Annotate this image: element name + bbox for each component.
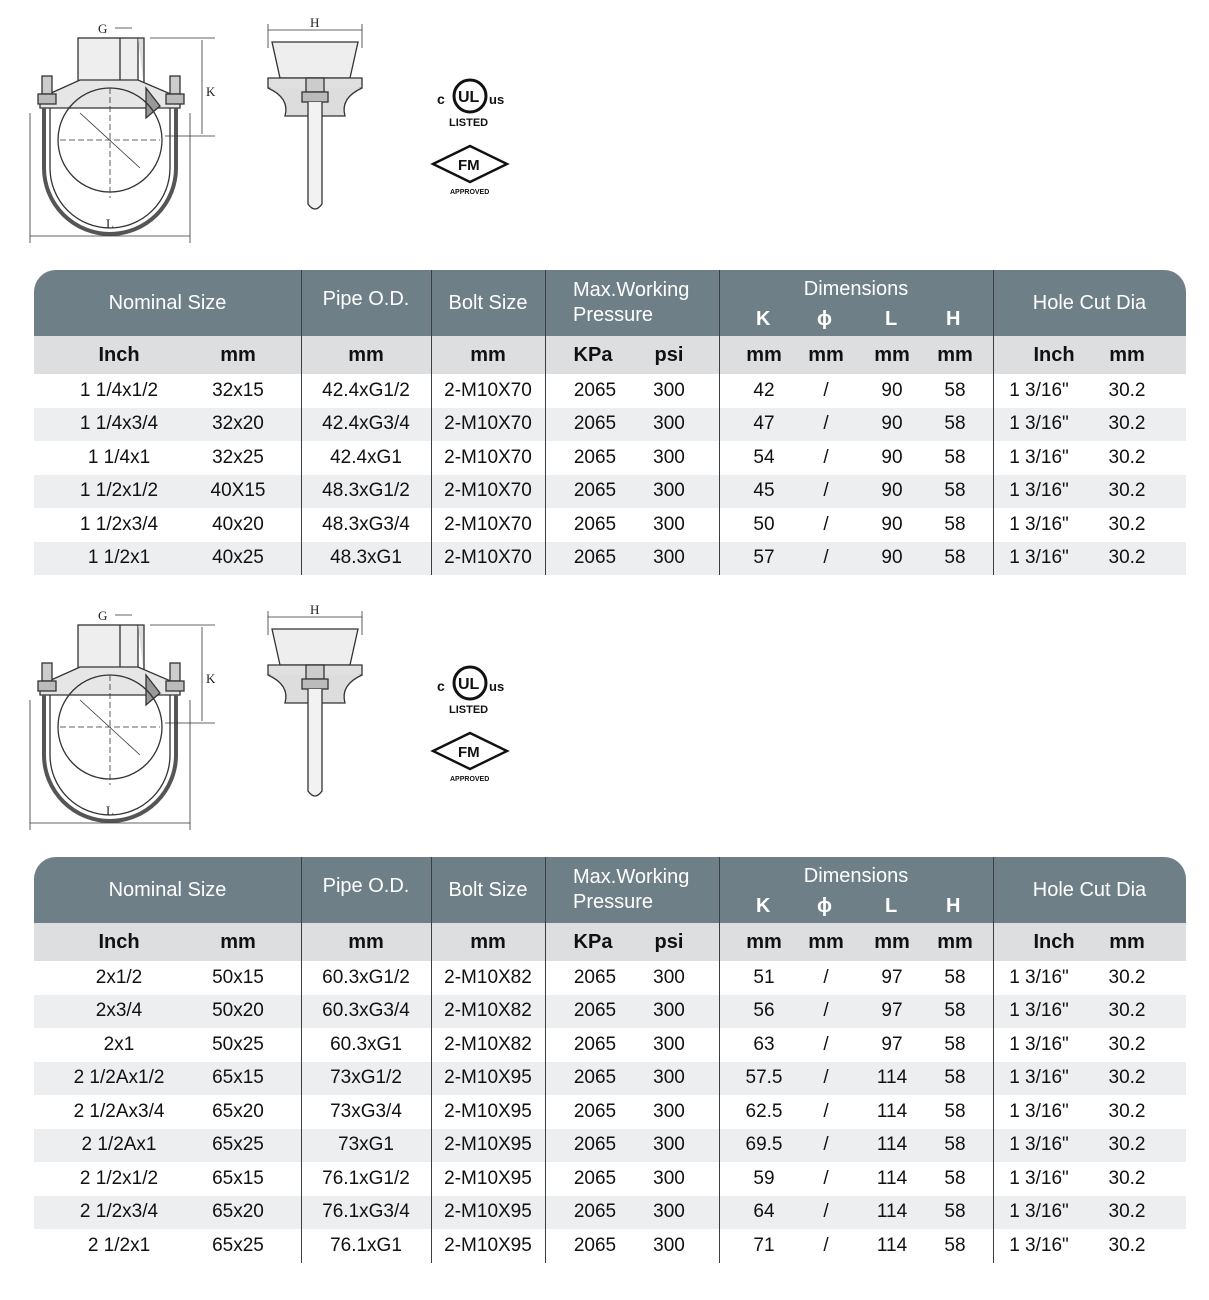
cell-h: 58 (944, 1234, 966, 1256)
cell-psi: 300 (653, 1100, 685, 1122)
cell-nominal-inch: 1 1/4x1 (87, 446, 151, 468)
cell-phi: / (823, 379, 829, 401)
cell-nominal-mm: 50x20 (212, 1000, 264, 1022)
header-max-working-pressure (545, 857, 719, 923)
product-section-1 (0, 0, 1209, 590)
cell-nominal-inch: 2 1/2Ax3/4 (73, 1100, 165, 1122)
cell-pipe-od: 73xG3/4 (330, 1100, 402, 1122)
technical-drawings (20, 587, 540, 837)
cell-kpa: 2065 (573, 413, 617, 435)
cell-h: 58 (944, 1100, 966, 1122)
cell-phi: / (823, 1201, 829, 1223)
cell-hole-mm: 30.2 (1108, 446, 1146, 468)
cell-pipe-od: 48.3xG1/2 (322, 480, 410, 502)
cell-nominal-mm: 50x15 (212, 966, 264, 988)
cell-phi: / (823, 966, 829, 988)
cell-h: 58 (944, 966, 966, 988)
cell-pipe-od: 73xG1 (338, 1134, 394, 1156)
cell-psi: 300 (653, 966, 685, 988)
cell-l: 90 (881, 480, 903, 502)
pressure-line-1: Max.Working (573, 866, 690, 888)
cell-hole-inch: 1 3/16" (1009, 1234, 1069, 1256)
sub-k-mm: mm (746, 930, 782, 953)
cell-hole-inch: 1 3/16" (1009, 1100, 1069, 1122)
cell-nominal-mm: 65x20 (212, 1201, 264, 1223)
fm-approved-icon (425, 725, 515, 785)
sub-bolt-mm: mm (470, 343, 506, 366)
dim-phi-label: ϕ (817, 308, 832, 330)
column-divider (431, 270, 432, 575)
cell-hole-inch: 1 3/16" (1009, 547, 1069, 569)
cell-nominal-mm: 65x20 (212, 1100, 264, 1122)
ul-listed-icon (425, 657, 515, 717)
table-row (34, 1062, 1186, 1096)
saddle-clamp-side-view (20, 605, 220, 835)
cell-nominal-mm: 65x15 (212, 1167, 264, 1189)
cell-k: 71 (753, 1234, 775, 1256)
cell-pipe-od: 42.4xG1 (330, 446, 402, 468)
cell-nominal-mm: 40x20 (212, 513, 264, 535)
table-row (34, 995, 1186, 1029)
spec-table-2 (34, 857, 1186, 1263)
sub-k-mm: mm (746, 343, 782, 366)
cell-hole-mm: 30.2 (1108, 966, 1146, 988)
sub-hole-inch: Inch (1033, 343, 1075, 366)
cell-hole-inch: 1 3/16" (1009, 446, 1069, 468)
dim-h-label: H (946, 895, 961, 917)
cell-k: 47 (753, 413, 775, 435)
cell-k: 64 (753, 1201, 775, 1223)
cell-nominal-inch: 2x3/4 (95, 1000, 143, 1022)
cell-phi: / (823, 1234, 829, 1256)
cell-l: 90 (881, 446, 903, 468)
sub-l-mm: mm (874, 343, 910, 366)
technical-drawings (20, 0, 540, 250)
cell-hole-mm: 30.2 (1108, 480, 1146, 502)
cell-pipe-od: 48.3xG1 (330, 547, 402, 569)
cell-bolt-size: 2-M10X95 (444, 1067, 532, 1089)
cell-l: 90 (881, 513, 903, 535)
header-hole-cut-dia: Hole Cut Dia (1032, 878, 1147, 901)
cell-kpa: 2065 (573, 1201, 617, 1223)
cell-hole-mm: 30.2 (1108, 1201, 1146, 1223)
cell-hole-mm: 30.2 (1108, 1134, 1146, 1156)
column-divider (993, 270, 994, 575)
cell-bolt-size: 2-M10X95 (444, 1234, 532, 1256)
cell-k: 59 (753, 1167, 775, 1189)
dim-h-label: H (946, 308, 961, 330)
cell-hole-inch: 1 3/16" (1009, 966, 1069, 988)
cell-nominal-inch: 1 1/2x3/4 (79, 513, 159, 535)
column-divider (719, 857, 720, 1263)
cell-h: 58 (944, 379, 966, 401)
cell-phi: / (823, 1067, 829, 1089)
pressure-line-1: Max.Working (573, 279, 690, 301)
label-h: H (310, 18, 320, 30)
cell-l: 97 (881, 1000, 903, 1022)
dim-l-label: L (885, 308, 898, 330)
cell-hole-mm: 30.2 (1108, 1000, 1146, 1022)
cell-kpa: 2065 (573, 547, 617, 569)
cell-l: 114 (876, 1201, 908, 1223)
cell-phi: / (823, 413, 829, 435)
cell-h: 58 (944, 446, 966, 468)
cell-nominal-inch: 1 1/4x3/4 (79, 413, 159, 435)
label-l: L (106, 216, 114, 231)
ul-c-text: c (437, 678, 445, 694)
ul-us-text: us (489, 92, 505, 107)
cell-h: 58 (944, 1201, 966, 1223)
cell-bolt-size: 2-M10X95 (444, 1100, 532, 1122)
dim-k-label: K (756, 895, 771, 917)
cell-kpa: 2065 (573, 513, 617, 535)
cell-hole-inch: 1 3/16" (1009, 1167, 1069, 1189)
cell-k: 62.5 (745, 1100, 783, 1122)
header-nominal-size: Nominal Size (108, 291, 227, 314)
cell-k: 50 (753, 513, 775, 535)
table-row (34, 441, 1186, 475)
cell-kpa: 2065 (573, 379, 617, 401)
cell-hole-mm: 30.2 (1108, 513, 1146, 535)
cell-hole-mm: 30.2 (1108, 413, 1146, 435)
fm-mark-text: FM (458, 744, 480, 761)
table-row (34, 1095, 1186, 1129)
table-row (34, 1028, 1186, 1062)
cell-pipe-od: 60.3xG1 (330, 1033, 402, 1055)
table-row (34, 508, 1186, 542)
cell-nominal-inch: 1 1/2x1/2 (79, 480, 159, 502)
spec-table-body (34, 374, 1186, 575)
cell-l: 114 (876, 1100, 908, 1122)
cell-phi: / (823, 1134, 829, 1156)
cell-l: 97 (881, 1033, 903, 1055)
pressure-line-2: Pressure (573, 304, 654, 326)
cell-k: 54 (753, 446, 775, 468)
header-bolt-size: Bolt Size (448, 291, 528, 314)
cell-l: 90 (881, 413, 903, 435)
cell-bolt-size: 2-M10X70 (444, 379, 532, 401)
cell-phi: / (823, 1167, 829, 1189)
column-divider (301, 270, 302, 575)
fm-mark-text: FM (458, 157, 480, 174)
cell-hole-mm: 30.2 (1108, 1100, 1146, 1122)
cell-h: 58 (944, 413, 966, 435)
ul-listed-icon (425, 70, 515, 130)
table-row (34, 1229, 1186, 1263)
cell-k: 69.5 (745, 1134, 783, 1156)
cell-kpa: 2065 (573, 966, 617, 988)
header-pipe-od: Pipe O.D. (322, 287, 410, 310)
cell-psi: 300 (653, 1234, 685, 1256)
cell-bolt-size: 2-M10X70 (444, 547, 532, 569)
cell-l: 114 (876, 1234, 908, 1256)
cell-nominal-mm: 50x25 (212, 1033, 264, 1055)
cell-pipe-od: 60.3xG3/4 (322, 1000, 410, 1022)
cell-psi: 300 (653, 547, 685, 569)
sub-pipe-mm: mm (348, 930, 384, 953)
cell-nominal-mm: 65x25 (212, 1134, 264, 1156)
cell-h: 58 (944, 1134, 966, 1156)
cell-kpa: 2065 (573, 1000, 617, 1022)
cell-kpa: 2065 (573, 1167, 617, 1189)
table-row (34, 408, 1186, 442)
header-bolt-size: Bolt Size (448, 878, 528, 901)
cell-hole-inch: 1 3/16" (1009, 1033, 1069, 1055)
label-h: H (310, 605, 320, 617)
cell-phi: / (823, 1000, 829, 1022)
cell-pipe-od: 73xG1/2 (330, 1067, 402, 1089)
table-row (34, 961, 1186, 995)
cell-kpa: 2065 (573, 1134, 617, 1156)
column-divider (993, 857, 994, 1263)
ul-listed-text: LISTED (449, 704, 489, 716)
saddle-clamp-side-view (20, 18, 220, 248)
label-l: L (106, 803, 114, 818)
cell-kpa: 2065 (573, 480, 617, 502)
table-header-row (34, 857, 1186, 923)
cell-psi: 300 (653, 446, 685, 468)
cell-nominal-inch: 2 1/2x3/4 (79, 1201, 159, 1223)
sub-phi-mm: mm (808, 930, 844, 953)
header-hole-cut-dia: Hole Cut Dia (1032, 291, 1147, 314)
cell-pipe-od: 76.1xG1 (330, 1234, 402, 1256)
dim-phi-label: ϕ (817, 895, 832, 917)
cell-psi: 300 (653, 413, 685, 435)
column-divider (545, 857, 546, 1263)
cell-nominal-mm: 65x15 (212, 1067, 264, 1089)
cell-h: 58 (944, 480, 966, 502)
cell-kpa: 2065 (573, 1067, 617, 1089)
sub-inch: Inch (98, 930, 140, 953)
cell-hole-mm: 30.2 (1108, 1234, 1146, 1256)
table-header-row (34, 270, 1186, 336)
saddle-clamp-front-view (250, 18, 380, 218)
pressure-line-2: Pressure (573, 891, 654, 913)
cell-hole-mm: 30.2 (1108, 1167, 1146, 1189)
sub-bolt-mm: mm (470, 930, 506, 953)
sub-h-mm: mm (937, 343, 973, 366)
column-divider (545, 270, 546, 575)
cell-hole-inch: 1 3/16" (1009, 1067, 1069, 1089)
cell-kpa: 2065 (573, 1033, 617, 1055)
cell-bolt-size: 2-M10X70 (444, 513, 532, 535)
header-pipe-od: Pipe O.D. (322, 874, 410, 897)
cell-psi: 300 (653, 1000, 685, 1022)
cell-hole-mm: 30.2 (1108, 1033, 1146, 1055)
cell-nominal-mm: 32x25 (212, 446, 264, 468)
cell-bolt-size: 2-M10X95 (444, 1201, 532, 1223)
sub-phi-mm: mm (808, 343, 844, 366)
column-divider (431, 857, 432, 1263)
cell-pipe-od: 48.3xG3/4 (322, 513, 410, 535)
cell-nominal-mm: 65x25 (212, 1234, 264, 1256)
cell-nominal-inch: 1 1/2x1 (87, 547, 151, 569)
header-dimensions: Dimensions (803, 865, 909, 887)
sub-l-mm: mm (874, 930, 910, 953)
sub-hole-mm: mm (1109, 930, 1145, 953)
cell-bolt-size: 2-M10X70 (444, 480, 532, 502)
cell-hole-inch: 1 3/16" (1009, 480, 1069, 502)
spec-table-1 (34, 270, 1186, 575)
cell-psi: 300 (653, 1134, 685, 1156)
cell-nominal-mm: 40X15 (210, 480, 266, 502)
cell-nominal-inch: 2 1/2Ax1 (81, 1134, 157, 1156)
cell-k: 51 (753, 966, 775, 988)
sub-pipe-mm: mm (348, 343, 384, 366)
dim-l-label: L (885, 895, 898, 917)
cell-l: 114 (876, 1067, 908, 1089)
cell-k: 63 (753, 1033, 775, 1055)
cell-psi: 300 (653, 1201, 685, 1223)
cell-phi: / (823, 446, 829, 468)
cell-h: 58 (944, 513, 966, 535)
cell-k: 56 (753, 1000, 775, 1022)
column-divider (719, 270, 720, 575)
cell-hole-inch: 1 3/16" (1009, 1201, 1069, 1223)
cell-l: 114 (876, 1134, 908, 1156)
cell-nominal-mm: 32x20 (212, 413, 264, 435)
label-g: G (98, 21, 108, 36)
header-max-working-pressure (545, 270, 719, 336)
cell-l: 90 (881, 379, 903, 401)
cell-pipe-od: 60.3xG1/2 (322, 966, 410, 988)
cell-h: 58 (944, 547, 966, 569)
cell-hole-mm: 30.2 (1108, 547, 1146, 569)
ul-mark-text: UL (458, 89, 480, 106)
cell-phi: / (823, 1033, 829, 1055)
cell-psi: 300 (653, 379, 685, 401)
cell-psi: 300 (653, 480, 685, 502)
sub-h-mm: mm (937, 930, 973, 953)
table-row (34, 1196, 1186, 1230)
cell-bolt-size: 2-M10X82 (444, 1033, 532, 1055)
spec-table-body (34, 961, 1186, 1263)
cell-psi: 300 (653, 513, 685, 535)
cell-hole-inch: 1 3/16" (1009, 1134, 1069, 1156)
sub-hole-inch: Inch (1033, 930, 1075, 953)
ul-us-text: us (489, 679, 505, 694)
cell-hole-inch: 1 3/16" (1009, 513, 1069, 535)
cell-hole-inch: 1 3/16" (1009, 413, 1069, 435)
cell-h: 58 (944, 1167, 966, 1189)
cell-h: 58 (944, 1067, 966, 1089)
sub-hole-mm: mm (1109, 343, 1145, 366)
table-subheader-row (34, 336, 1186, 374)
table-row (34, 1129, 1186, 1163)
fm-approved-icon (425, 138, 515, 198)
cell-hole-inch: 1 3/16" (1009, 379, 1069, 401)
label-g: G (98, 608, 108, 623)
table-row (34, 475, 1186, 509)
cell-nominal-inch: 2 1/2x1 (87, 1234, 151, 1256)
ul-c-text: c (437, 91, 445, 107)
cell-bolt-size: 2-M10X82 (444, 1000, 532, 1022)
cell-hole-mm: 30.2 (1108, 1067, 1146, 1089)
cell-phi: / (823, 547, 829, 569)
table-row (34, 542, 1186, 576)
sub-kpa: KPa (573, 343, 613, 366)
cell-kpa: 2065 (573, 1100, 617, 1122)
cell-bolt-size: 2-M10X70 (444, 413, 532, 435)
header-nominal-size: Nominal Size (108, 878, 227, 901)
ul-listed-text: LISTED (449, 117, 489, 129)
cell-psi: 300 (653, 1167, 685, 1189)
product-section-2 (0, 587, 1209, 1287)
cell-pipe-od: 76.1xG3/4 (322, 1201, 410, 1223)
header-dimensions: Dimensions (803, 278, 909, 300)
cell-h: 58 (944, 1033, 966, 1055)
cell-k: 57.5 (745, 1067, 783, 1089)
cell-hole-mm: 30.2 (1108, 379, 1146, 401)
label-k: K (206, 84, 216, 99)
cell-nominal-inch: 2x1 (103, 1033, 135, 1055)
cell-nominal-mm: 32x15 (212, 379, 264, 401)
cell-bolt-size: 2-M10X95 (444, 1134, 532, 1156)
cell-bolt-size: 2-M10X95 (444, 1167, 532, 1189)
cell-h: 58 (944, 1000, 966, 1022)
cell-nominal-inch: 1 1/4x1/2 (79, 379, 159, 401)
cell-kpa: 2065 (573, 446, 617, 468)
saddle-clamp-front-view (250, 605, 380, 805)
cell-l: 90 (881, 547, 903, 569)
sub-inch: Inch (98, 343, 140, 366)
table-row (34, 1162, 1186, 1196)
cell-bolt-size: 2-M10X82 (444, 966, 532, 988)
cell-phi: / (823, 513, 829, 535)
dim-k-label: K (756, 308, 771, 330)
cell-pipe-od: 42.4xG1/2 (322, 379, 410, 401)
table-subheader-row (34, 923, 1186, 961)
cell-bolt-size: 2-M10X70 (444, 446, 532, 468)
cell-l: 97 (881, 966, 903, 988)
sub-mm: mm (220, 930, 256, 953)
cell-hole-inch: 1 3/16" (1009, 1000, 1069, 1022)
cell-nominal-inch: 2x1/2 (95, 966, 143, 988)
cell-pipe-od: 76.1xG1/2 (322, 1167, 410, 1189)
cell-k: 57 (753, 547, 775, 569)
cell-kpa: 2065 (573, 1234, 617, 1256)
cell-nominal-mm: 40x25 (212, 547, 264, 569)
cell-k: 42 (753, 379, 775, 401)
sub-mm: mm (220, 343, 256, 366)
cell-nominal-inch: 2 1/2x1/2 (79, 1167, 159, 1189)
sub-kpa: KPa (573, 930, 613, 953)
sub-psi: psi (654, 930, 684, 953)
label-k: K (206, 671, 216, 686)
table-row (34, 374, 1186, 408)
cell-phi: / (823, 1100, 829, 1122)
ul-mark-text: UL (458, 676, 480, 693)
cell-phi: / (823, 480, 829, 502)
cell-psi: 300 (653, 1033, 685, 1055)
cell-pipe-od: 42.4xG3/4 (322, 413, 410, 435)
fm-approved-text: APPROVED (450, 189, 490, 196)
sub-psi: psi (654, 343, 684, 366)
cell-l: 114 (876, 1167, 908, 1189)
cell-nominal-inch: 2 1/2Ax1/2 (73, 1067, 165, 1089)
fm-approved-text: APPROVED (450, 776, 490, 783)
column-divider (301, 857, 302, 1263)
cell-psi: 300 (653, 1067, 685, 1089)
cell-k: 45 (753, 480, 775, 502)
